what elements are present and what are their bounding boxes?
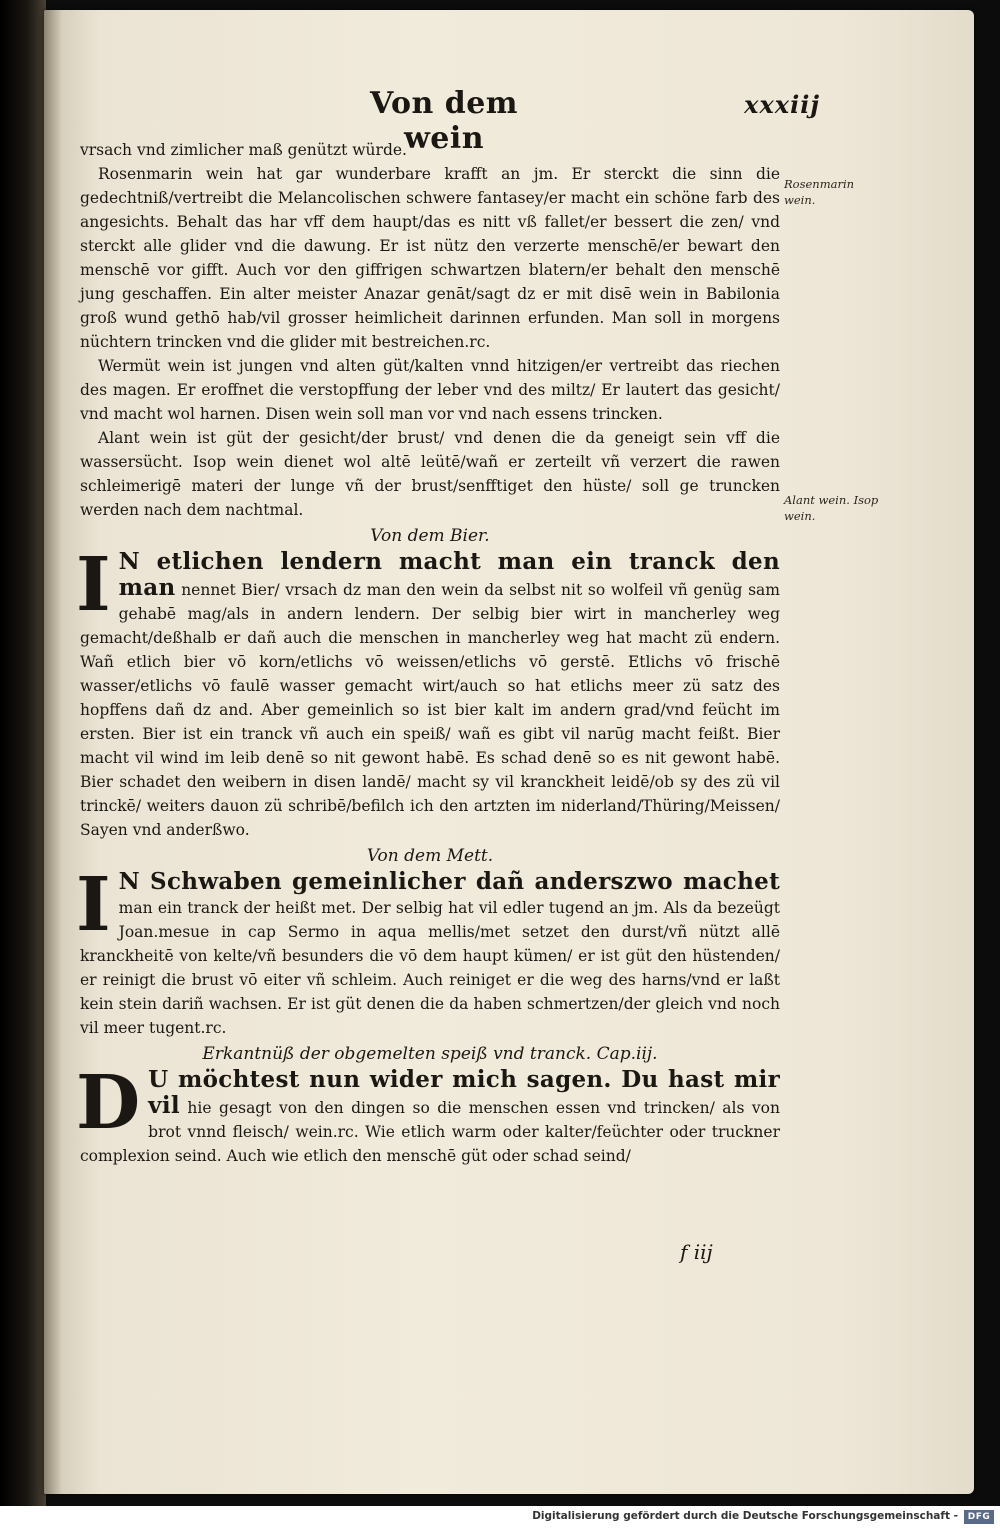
section-first-line: N Schwaben gemeinlicher dañ anderszwo machet xyxy=(118,868,780,895)
section-body: man ein tranck der heißt met. Der selbig hat vil edler tugend an jm. Als da bezeügt Joan.mesue in cap Sermo in aqua mellis/met setzet den durst/vñ nützt allē kranckheitē von kelte/vñ besunders die vō dem haupt kümen/ er ist güt den hüstenden/ er reinigt die brust vō eiter vñ schleim. Auch reiniget er die weg des harns/vnd er laßt kein stein dariñ wachsen. Er ist güt denen die da haben schmertzen/der gleich vnd noch vil meer tugent.rc. xyxy=(80,899,780,1037)
paragraph-wormwood-wine: Wermüt wein ist jungen vnd alten güt/kalten vnnd hitzigen/er vertreibt das riechen des magen. Er eroffnet die verstopffung der leber vnd des miltz/ Er lautert das gesicht/ vnd macht wol harnen. Disen wein soll man vor vnd nach essens trincken. xyxy=(80,357,780,423)
section-first-line: N etlichen lendern macht man ein tranck den man xyxy=(118,548,780,601)
section-mead xyxy=(76,862,780,1040)
section-heading-chapter: Erkantnüß der obgemelten speiß vnd tranck. Cap.iij. xyxy=(202,1044,658,1064)
section-body: nennet Bier/ vrsach dz man den wein da selbst nit so wolfeil vñ genüg sam gehabē mag/als in andern lendern. Der selbig bier wirt in mancherley weg gemacht/deßhalb er dañ auch die menschen in mancherley weg hat macht zü endern. Wañ etlich bier vō korn/etlichs vō weissen/etlichs vō gerstē. Etlichs vō frischē wasser/etlichs vō faulē wasser gemacht wirt/auch so hat etlichs meer zü satz des hopffens dañ dz and. Aber gemeinlich so ist bier kalt im andern grad/vnd feücht im ersten. Bier ist ein tranck vñ auch ein speiß/ wañ es gibt vil narūg macht feißt. Bier macht vil wind im leib denē so nit gewont habē. Es schad denē so es nit gewont habē. Bier schadet den weibern in disen landē/ macht sy vil kranckheit leidē/ob sy des zü vil trinckē/ weiters dauon zü schribē/befilch ich den artzten im niderland/Thüring/Meissen/ Sayen vnd anderßwo. xyxy=(80,581,780,839)
margin-note-alant-isop: Alant wein. Isop wein. xyxy=(784,493,879,523)
section-heading-beer: Von dem Bier. xyxy=(370,526,490,546)
drop-cap-initial: D xyxy=(76,1060,141,1146)
folio-number: xxxiij xyxy=(744,90,820,119)
margin-note-rosemary: Rosenmarin wein. xyxy=(784,177,855,207)
paragraph-rosemary-wine: Rosenmarin wein hat gar wunderbare krafft an jm. Er sterckt die sinn die gedechtniß/vertreibt die Melancolischen schwere fantasey/er macht ein schöne farb des angesichts. Behalt das har vff dem haupt/das es nitt vß fallet/er bessert die zen/ vnd sterckt alle glider vnd die dawung. Er ist nütz den verzerte menschē/er bewart den menschē vor gifft. Auch vor den giffrigen schwartzen blatern/er behalt den menschē jung geschaffen. Ein alter meister Anazar genāt/sagt dz er mit disē wein in Babilonia groß wund gethō hab/vil grosser heimlicheit darinnen erfunden. Man soll in morgens nüchtern trincken vnd die glider mit bestreichen.rc. xyxy=(80,165,780,351)
book-page xyxy=(44,10,974,1494)
drop-cap-initial: I xyxy=(76,862,111,948)
dfg-logo-icon: DFG xyxy=(964,1510,994,1524)
drop-cap-initial: I xyxy=(76,542,111,628)
section-first-line: U möchtest nun wider mich sagen. Du hast mir vil xyxy=(148,1066,780,1119)
section-heading-mead: Von dem Mett. xyxy=(366,846,494,866)
section-chapter-iii xyxy=(76,1060,780,1168)
book-spine xyxy=(0,0,46,1506)
footer-bar xyxy=(0,1506,1000,1529)
funding-notice: Digitalisierung gefördert durch die Deutsche Forschungsgemeinschaft - xyxy=(532,1510,958,1522)
running-header: Von dem wein xyxy=(369,86,519,156)
paragraph-continuation: vrsach vnd zimlicher maß genützt würde. xyxy=(80,141,407,159)
paragraph-alant-isop-wine: Alant wein ist güt der gesicht/der brust/ vnd denen die da geneigt sein vff die wassersücht. Isop wein dienet wol altē leütē/wañ er zerteilt vñ verzert die rawen schleimerigē materi der lunge vñ der brust/senfftiget den hüste/ soll ge truncken werden nach dem nachtmal. xyxy=(80,429,780,519)
section-body: hie gesagt von den dingen so die menschen essen vnd trincken/ als von brot vnnd fleisch/ wein.rc. Wie etlich warm oder kalter/feüchter oder truckner complexion seind. Auch wie etlich den menschē güt oder schad seind/ xyxy=(80,1099,780,1165)
signature-mark: f iij xyxy=(680,1240,713,1264)
main-text-block xyxy=(76,138,780,1168)
section-beer xyxy=(76,542,780,842)
